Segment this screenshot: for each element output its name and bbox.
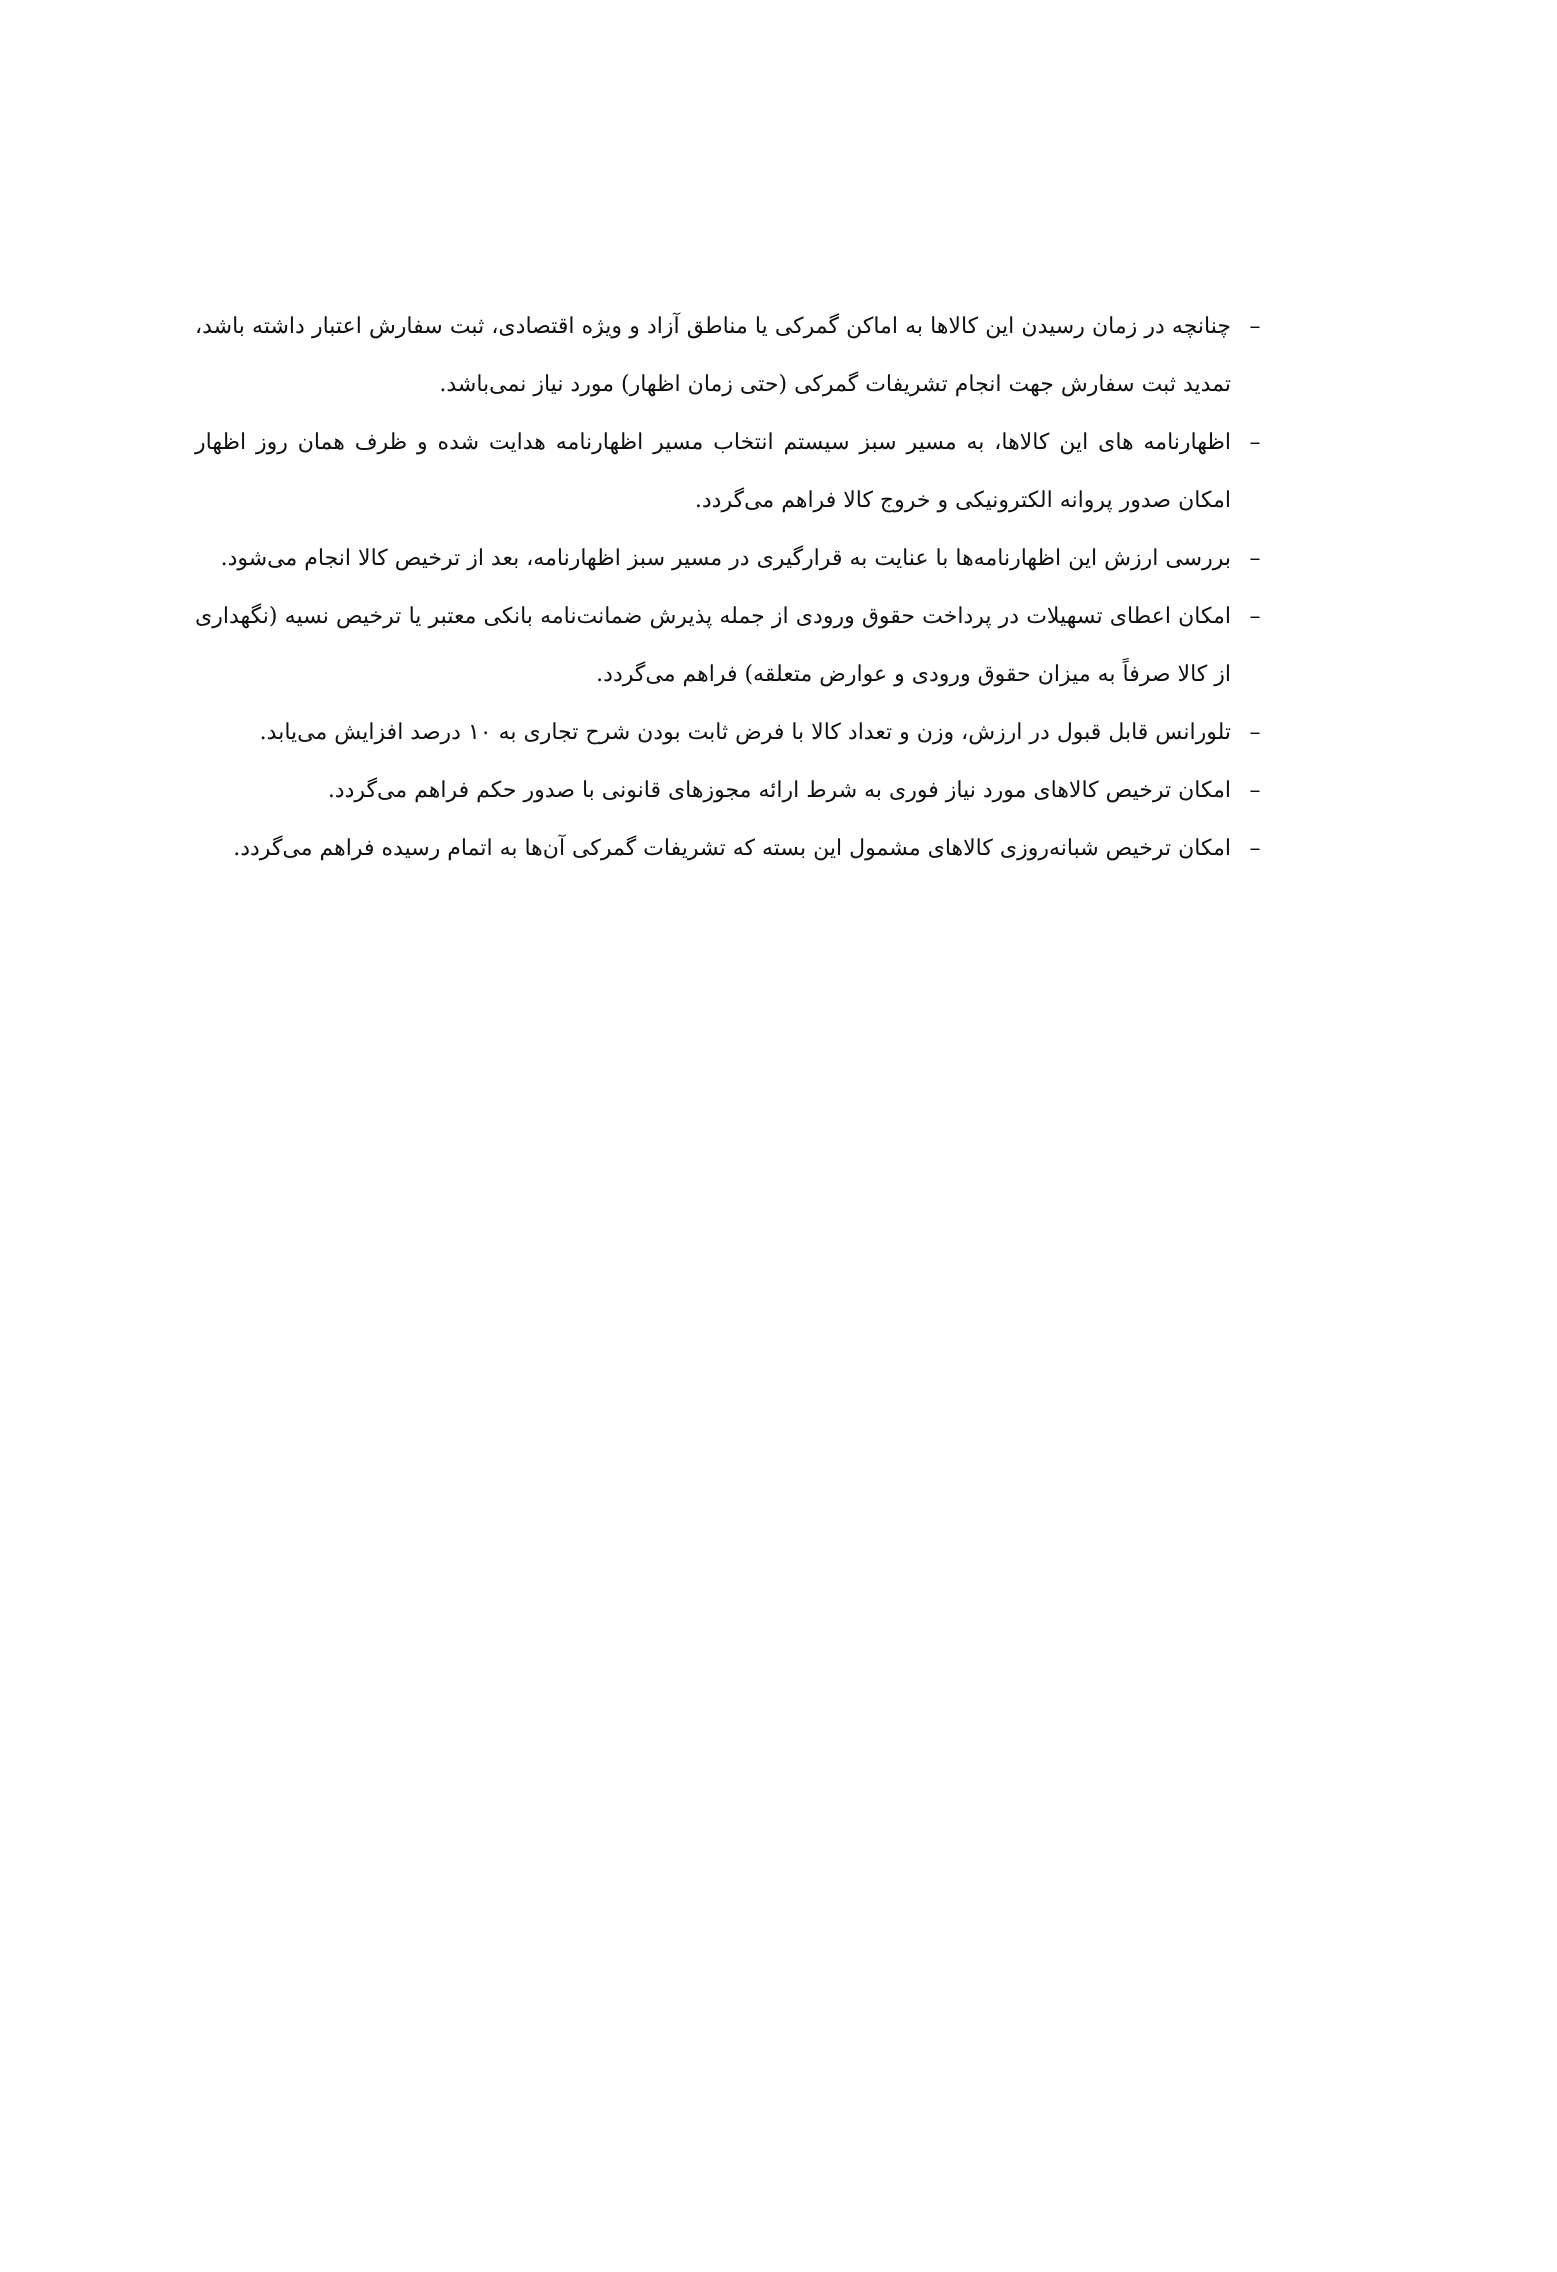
list-item-text: امکان ترخیص کالاهای مورد نیاز فوری به شرط ارائه مجوزهای قانونی با صدور حکم فراهم می‌گردد. xyxy=(327,778,1231,803)
list-item xyxy=(195,704,1265,762)
list-item-text: امکان اعطای تسهیلات در پرداخت حقوق ورودی از جمله پذیرش ضمانت‌نامه بانکی معتبر یا ترخیص نسیه (نگهداری از کالا صرفاً به میزان حقوق ورودی و عوارض متعلقه) فراهم می‌گردد. xyxy=(195,604,1231,687)
list-item xyxy=(195,530,1265,588)
bullet-dash: – xyxy=(1249,546,1261,571)
list-item-text: تلورانس قابل قبول در ارزش، وزن و تعداد کالا با فرض ثابت بودن شرح تجاری به ۱۰ درصد افزایش می‌یابد. xyxy=(259,720,1231,745)
list-item xyxy=(195,298,1265,414)
list-item-text: امکان ترخیص شبانه‌روزی کالاهای مشمول این بسته که تشریفات گمرکی آن‌ها به اتمام رسیده فراهم می‌گردد. xyxy=(233,836,1231,861)
list-item xyxy=(195,414,1265,530)
bullet-dash: – xyxy=(1249,314,1261,339)
list-item-text: بررسی ارزش این اظهارنامه‌ها با عنایت به قرارگیری در مسیر سبز اظهارنامه، بعد از ترخیص کالا انجام می‌شود. xyxy=(220,546,1231,571)
list-item-text: اظهارنامه های این کالاها، به مسیر سبز سیستم انتخاب مسیر اظهارنامه هدایت شده و ظرف همان روز اظهار امکان صدور پروانه الکترونیکی و خروج کالا فراهم می‌گردد. xyxy=(195,430,1231,513)
list-item xyxy=(195,588,1265,704)
bullet-list xyxy=(195,298,1265,878)
document-body xyxy=(195,298,1265,878)
list-item-text: چنانچه در زمان رسیدن این کالاها به اماکن گمرکی یا مناطق آزاد و ویژه اقتصادی، ثبت سفارش اعتبار داشته باشد، تمدید ثبت سفارش جهت انجام تشریفات گمرکی (حتی زمان اظهار) مورد نیاز نمی‌باشد. xyxy=(195,314,1231,397)
list-item xyxy=(195,820,1265,878)
bullet-dash: – xyxy=(1249,430,1261,455)
bullet-dash: – xyxy=(1249,604,1261,629)
bullet-dash: – xyxy=(1249,778,1261,803)
list-item xyxy=(195,762,1265,820)
bullet-dash: – xyxy=(1249,720,1261,745)
bullet-dash: – xyxy=(1249,836,1261,861)
